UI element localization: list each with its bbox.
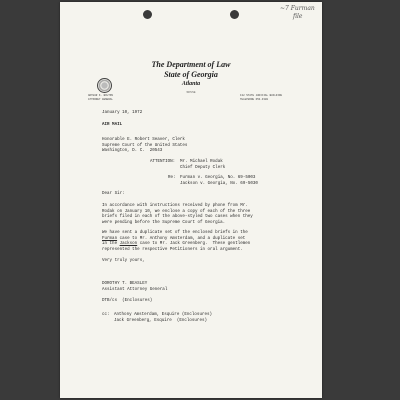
attention-label: ATTENTION: bbox=[150, 160, 176, 164]
body-line: We have sent a duplicate set of the enclosed briefs in the bbox=[102, 231, 248, 235]
cc-recipient: Jack Greenberg, Esquire (Enclosures) bbox=[114, 318, 207, 323]
addressee-line: Supreme Court of the United States bbox=[102, 143, 188, 148]
letter-page bbox=[60, 2, 322, 398]
body-line: were pending before the Supreme Court of Georgia. bbox=[102, 220, 226, 225]
body-text: in the bbox=[102, 242, 120, 246]
body-text: case to Mr. Jack Greenberg. These gentlemen bbox=[137, 242, 251, 246]
signer-name: DOROTHY T. BEASLEY bbox=[102, 282, 148, 286]
body-line: briefs filed in each of the above-styled two cases when they bbox=[102, 215, 253, 219]
addressee-line: Honorable E. Robert Seaver, Clerk bbox=[102, 138, 185, 142]
body-line: In accordance with instructions received by phone from Mr. bbox=[102, 204, 248, 208]
handwritten-note: file bbox=[293, 13, 303, 20]
case-name: Furman bbox=[102, 236, 118, 241]
delivery-method: AIR MAIL bbox=[102, 123, 123, 127]
attorney-general-title: ATTORNEY GENERAL bbox=[88, 97, 113, 101]
cc-label: cc: bbox=[102, 313, 110, 317]
case-name: Jackson bbox=[119, 242, 138, 246]
letterhead-title: The Department of Law bbox=[151, 60, 231, 69]
cc-recipient: Anthony Amsterdam, Esquire (Enclosures) bbox=[114, 313, 213, 317]
attention-name: Mr. Michael Rodak bbox=[180, 160, 223, 164]
addressee-line: Washington, D. C. 20543 bbox=[102, 149, 163, 153]
handwritten-note: ~7 Furman bbox=[280, 5, 315, 12]
body-line: Rodak on January 10, we enclose a copy of each of the three bbox=[102, 209, 251, 214]
body-line: represented the respective Petitioners in oral argument. bbox=[102, 247, 243, 252]
case-reference: Jackson v. Georgia, No. 69-5030 bbox=[180, 181, 258, 186]
signer-title: Assistant Attorney General bbox=[102, 287, 168, 292]
punch-hole bbox=[143, 10, 152, 19]
letterhead-state: State of Georgia bbox=[164, 70, 218, 79]
punch-hole bbox=[230, 10, 239, 19]
attention-title: Chief Deputy Clerk bbox=[180, 165, 226, 170]
letterhead-zip: 30334 bbox=[186, 90, 196, 94]
salutation: Dear Sir: bbox=[102, 192, 125, 196]
typist-initials: DTB/cs (Enclosures) bbox=[102, 299, 153, 303]
body-text: case to Mr. Anthony Amsterdam, and a duplicate set bbox=[117, 236, 246, 241]
re-label: Re: bbox=[168, 176, 176, 180]
office-address: 132 STATE JUDICIAL BUILDING bbox=[240, 94, 283, 97]
office-phone: TELEPHONE 656-3300 bbox=[240, 97, 269, 101]
case-reference: Furman v. Georgia, No. 69-5003 bbox=[180, 176, 256, 180]
letter-date: January 10, 1972 bbox=[102, 111, 143, 115]
letterhead-city: Atlanta bbox=[181, 81, 201, 87]
closing: Very truly yours, bbox=[102, 259, 145, 263]
attorney-general-name: ARTHUR K. BOLTON bbox=[88, 94, 113, 97]
